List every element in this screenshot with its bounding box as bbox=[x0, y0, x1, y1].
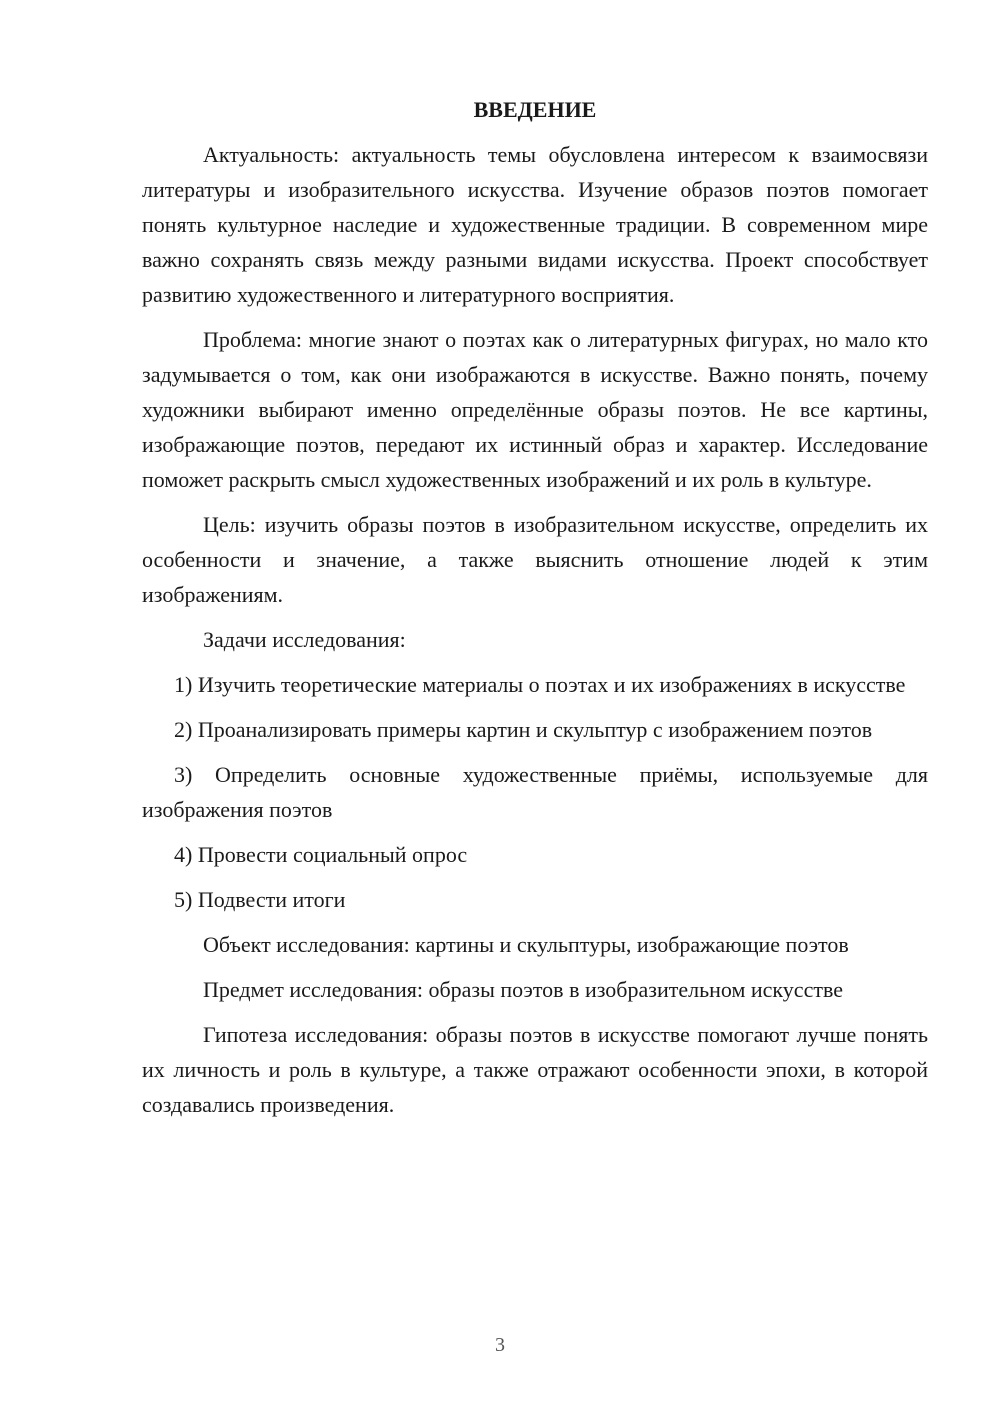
paragraph-goal: Цель: изучить образы поэтов в изобразительном искусстве, определить их особенности и значение, а также выяснить отношение людей к этим изображениям. bbox=[142, 512, 928, 607]
paragraph-problem: Проблема: многие знают о поэтах как о литературных фигурах, но мало кто задумывается о том, как они изображаются в искусстве. Важно понять, почему художники выбирают именно определённые образы поэтов. Не все картины, изображающие поэтов, передают их истинный образ и характер. Исследование поможет раскрыть смысл художественных изображений и их роль в культуре. bbox=[142, 327, 928, 492]
paragraph-hypothesis: Гипотеза исследования: образы поэтов в искусстве помогают лучше понять их личность и роль в культуре, а также отражают особенности эпохи, в которой создавались произведения. bbox=[142, 1022, 928, 1117]
task-item-3: 3) Определить основные художественные приёмы, используемые для изображения поэтов bbox=[142, 762, 928, 822]
task-item-1: 1) Изучить теоретические материалы о поэтах и их изображениях в искусстве bbox=[174, 672, 906, 697]
document-page bbox=[142, 95, 928, 1132]
tasks-heading: Задачи исследования: bbox=[203, 627, 406, 652]
page-number: 3 bbox=[495, 1334, 505, 1356]
paragraph-subject: Предмет исследования: образы поэтов в изобразительном искусстве bbox=[203, 977, 843, 1002]
paragraph-object: Объект исследования: картины и скульптуры, изображающие поэтов bbox=[203, 932, 849, 957]
task-item-5: 5) Подвести итоги bbox=[174, 887, 346, 912]
task-item-4: 4) Провести социальный опрос bbox=[174, 842, 468, 867]
page-title: ВВЕДЕНИЕ bbox=[473, 97, 597, 122]
task-item-2: 2) Проанализировать примеры картин и скульптур с изображением поэтов bbox=[174, 717, 873, 742]
paragraph-relevance: Актуальность: актуальность темы обусловлена интересом к взаимосвязи литературы и изобразительного искусства. Изучение образов поэтов помогает понять культурное наследие и художественные традиции. В современном мире важно сохранять связь между разными видами искусства. Проект способствует развитию художественного и литературного восприятия. bbox=[142, 142, 928, 307]
